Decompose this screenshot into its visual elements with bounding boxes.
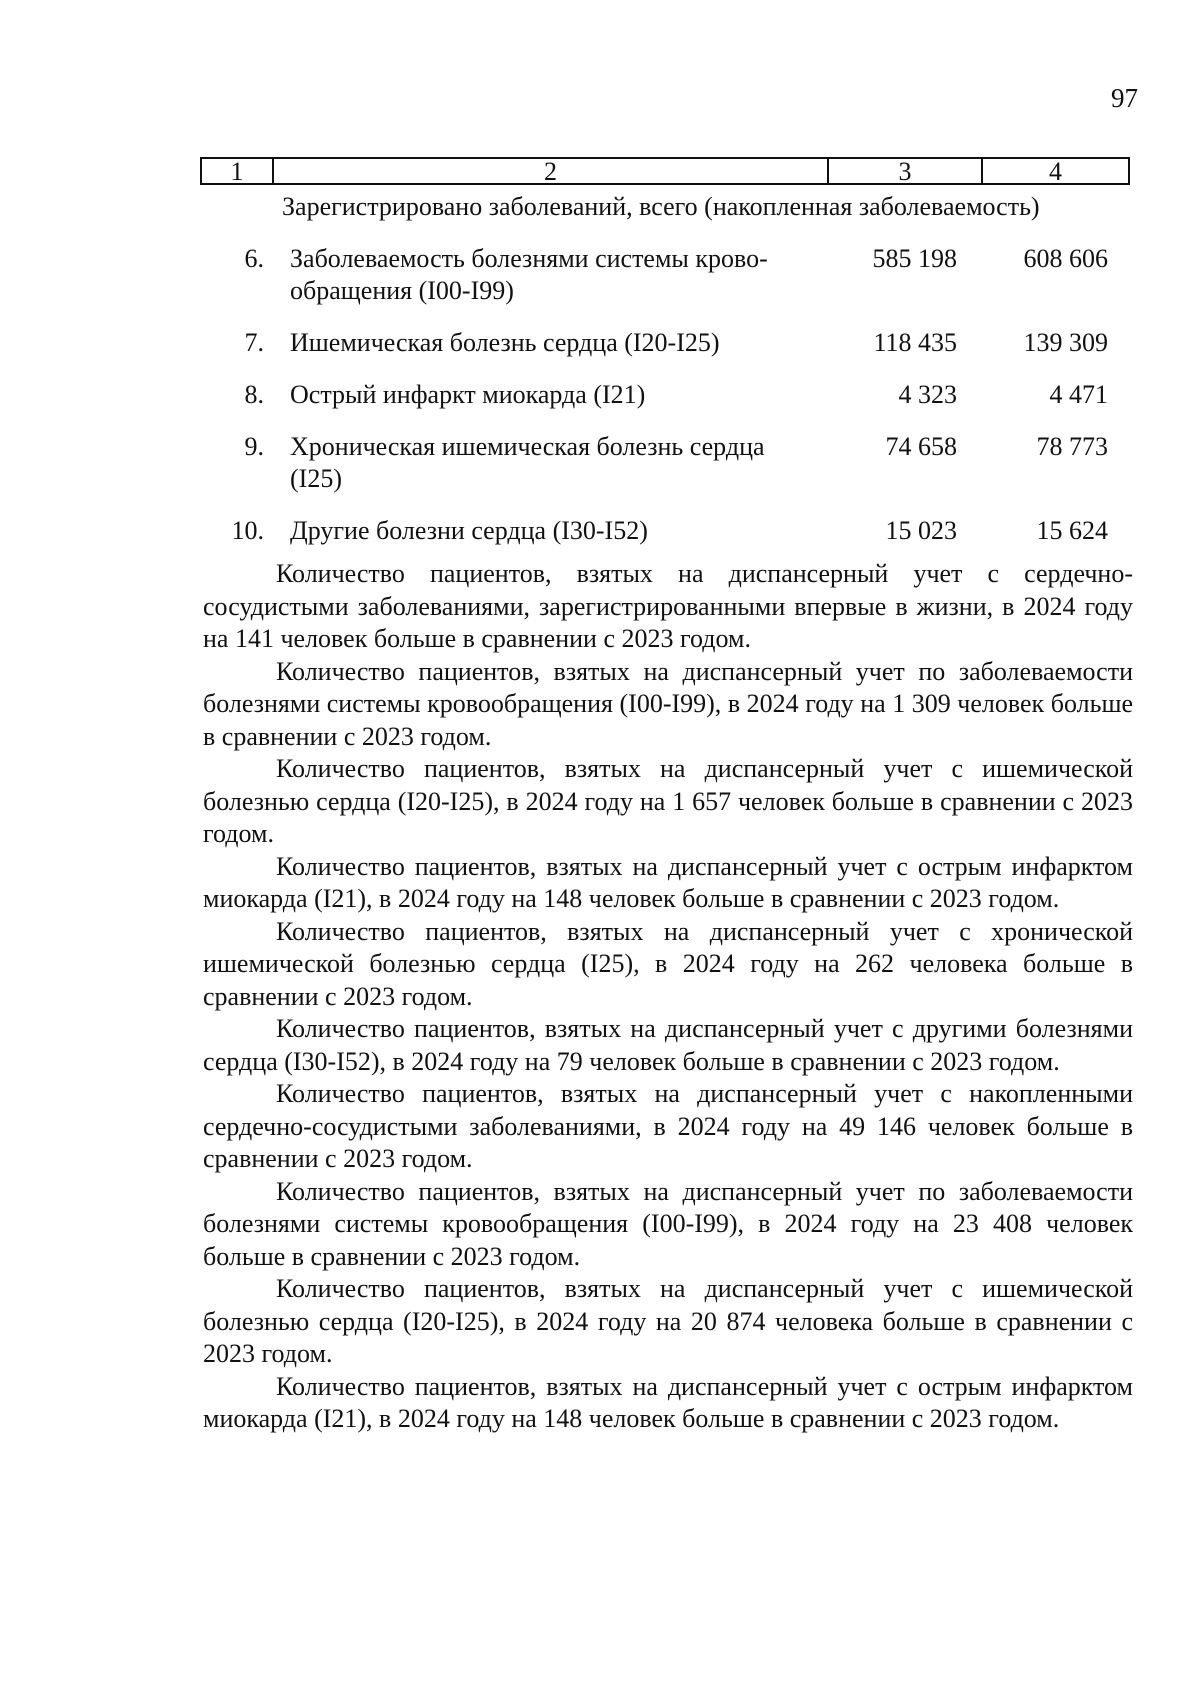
paragraph: Количество пациентов, взятых на диспансерный учет с хронической ишемической болезнью сердца (I25), в 2024 году на 262 человека больше в сравнении с 2023 годом. [203,916,1133,1011]
column-header-4: 4 [981,159,1128,183]
table-header [200,157,1130,185]
table-row [200,379,1130,411]
row-name: Острый инфаркт миокарда (I21) [290,380,646,409]
row-value-2024: 4 471 [1049,380,1108,409]
row-value-2024: 15 624 [1036,516,1108,545]
table-row [200,327,1130,359]
row-name: Ишемическая болезнь сердца (I20-I25) [290,328,720,357]
table-body [200,243,1130,567]
paragraph: Количество пациентов, взятых на диспансерный учет с острым инфарктом миокарда (I21), в 2024 году на 148 человек больше в сравнении с 2023 годом. [203,851,1133,913]
paragraph: Количество пациентов, взятых на диспансерный учет с накопленными сердечно-сосудистыми заболеваниями, в 2024 году на 49 146 человек больше в сравнении с 2023 годом. [203,1079,1133,1173]
row-number: 6. [244,244,264,273]
row-number: 10. [231,516,264,545]
column-header-1: 1 [230,157,244,186]
column-header-2: 2 [272,159,827,183]
table-row [200,515,1130,547]
table-row [200,243,1130,307]
row-value-2024: 78 773 [1036,432,1108,461]
paragraph: Количество пациентов, взятых на диспансерный учет с сердечно-сосудистыми заболеваниями, зарегистрированными впервые в жизни, в 2024 году на 141 человек больше в сравнении с 2023 годом. [203,559,1133,653]
paragraph: Количество пациентов, взятых на диспансерный учет с другими болезнями сердца (I30-I52), в 2024 году на 79 человек больше в сравнении с 2023 годом. [203,1014,1133,1076]
row-value-2023: 74 658 [885,432,957,461]
row-value-2023: 118 435 [873,328,957,357]
body-text [203,558,1133,1436]
table-section-title: Зарегистрировано заболеваний, всего (накопленная заболеваемость) [282,192,1040,221]
paragraph: Количество пациентов, взятых на диспансерный учет с острым инфарктом миокарда (I21), в 2024 году на 148 человек больше в сравнении с 2023 годом. [203,1371,1133,1433]
row-name: Заболеваемость болезнями системы крово-обращения (I00-I99) [290,244,768,305]
row-name: Другие болезни сердца (I30-I52) [290,516,648,545]
row-number: 9. [244,432,264,461]
row-number: 8. [244,380,264,409]
table-row [200,431,1130,495]
column-header-3: 3 [827,159,981,183]
paragraph: Количество пациентов, взятых на диспансерный учет по заболеваемости болезнями системы кровообращения (I00-I99), в 2024 году на 1 309 человек больше в сравнении с 2023 годом. [203,656,1133,751]
row-number: 7. [244,328,264,357]
page-number: 97 [1111,83,1138,113]
row-value-2023: 15 023 [885,516,957,545]
row-value-2023: 4 323 [898,380,957,409]
paragraph: Количество пациентов, взятых на диспансерный учет с ишемической болезнью сердца (I20-I25), в 2024 году на 20 874 человека больше в сравнении с 2023 годом. [203,1274,1133,1368]
row-value-2024: 608 606 [1023,244,1108,273]
row-value-2023: 585 198 [872,244,957,273]
row-name: Хроническая ишемическая болезнь сердца (I25) [290,432,765,493]
paragraph: Количество пациентов, взятых на диспансерный учет с ишемической болезнью сердца (I20-I25), в 2024 году на 1 657 человек больше в сравнении с 2023 годом. [203,754,1133,848]
paragraph: Количество пациентов, взятых на диспансерный учет по заболеваемости болезнями системы кровообращения (I00-I99), в 2024 году на 23 408 человек больше в сравнении с 2023 годом. [203,1176,1133,1271]
row-value-2024: 139 309 [1023,328,1108,357]
